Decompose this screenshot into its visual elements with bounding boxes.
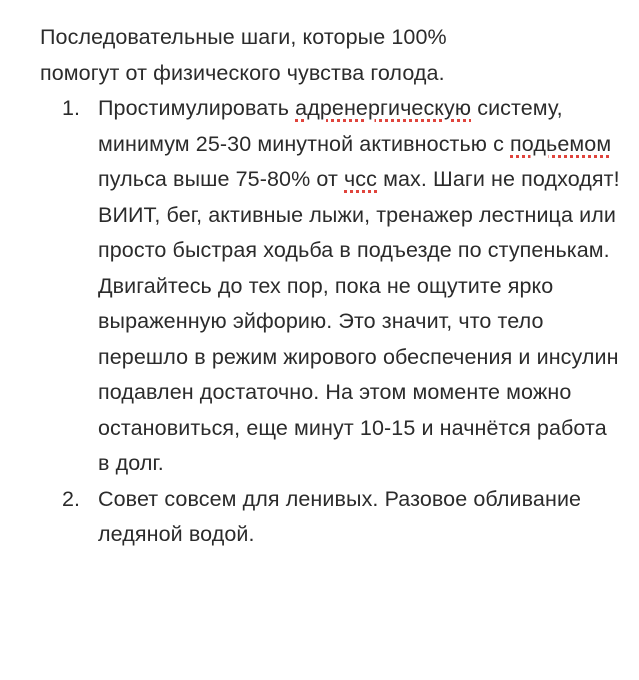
list-item [40, 482, 620, 553]
list-item-number: 2. [62, 486, 81, 511]
note-body [40, 20, 620, 553]
list-item-text [98, 96, 620, 475]
intro-line-2: помогут от физического чувства голода. [40, 60, 445, 85]
misspelled-word[interactable]: подьемом [510, 131, 612, 156]
misspelled-word[interactable]: чсс [344, 167, 378, 191]
intro-paragraph [40, 20, 620, 91]
intro-line-1: Последовательные шаги, которые 100% [40, 25, 447, 49]
list-item [40, 91, 620, 482]
text-fragment: Простимулировать [98, 96, 296, 120]
steps-list [40, 91, 620, 553]
misspelled-word[interactable]: адренергическую [295, 96, 472, 120]
text-fragment: мах. Шаги не подходят! ВИИТ, бег, активные лыжи, тренажер лестница или просто быстрая ходьба в подъезде по ступенькам. Двигайтесь до тех пор, пока не ощутите ярко выраженную эйфорию. Это значит, что тело перешло в режим жирового обеспечения и инсулин подавлен достаточно. На этом моменте можно остановиться, еще минут 10-15 и начнётся работа в долг. [98, 167, 620, 475]
text-fragment: систему, минимум 25-30 минутной активностью с [98, 96, 563, 156]
list-item-text: Совет совсем для ленивых. Разовое обливание ледяной водой. [98, 486, 582, 546]
text-fragment: пульса выше 75-80% от [98, 167, 344, 191]
list-item-number: 1. [62, 96, 81, 120]
